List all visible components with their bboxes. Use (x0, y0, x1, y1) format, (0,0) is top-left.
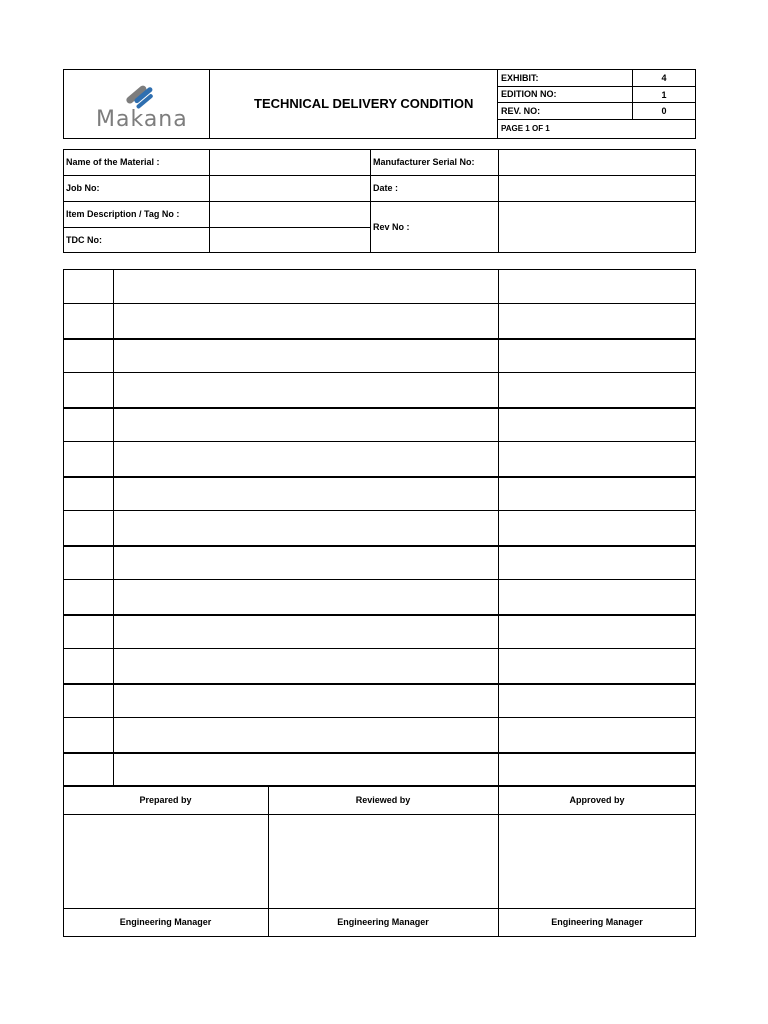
grid-row-line (63, 338, 696, 340)
info-row-line (63, 201, 696, 202)
info-row-line (63, 227, 370, 228)
grid-row-line (63, 648, 696, 649)
header-row-line (497, 102, 696, 103)
signature-row-line (63, 908, 696, 909)
rev-label: REV. NO: (501, 106, 541, 116)
signature-row-line (63, 814, 696, 815)
header-row-line (497, 86, 696, 87)
page-label: PAGE 1 OF 1 (501, 124, 550, 133)
signature-table (63, 786, 696, 937)
exhibit-value: 4 (661, 73, 667, 83)
date-label: Date : (373, 183, 399, 193)
signature-col-line (498, 786, 499, 937)
logo-wordmark: Makana (96, 107, 188, 132)
serial-label: Manufacturer Serial No: (373, 157, 475, 167)
grid-col-line (498, 269, 499, 786)
grid-row-line (63, 303, 696, 304)
grid-row-line (63, 372, 696, 373)
reviewed-role: Engineering Manager (337, 917, 429, 927)
reviewed-by-label: Reviewed by (355, 795, 411, 805)
logo-mark-icon (116, 75, 162, 111)
info-row-line (63, 175, 696, 176)
grid-row-line (63, 614, 696, 616)
rev-value: 0 (661, 106, 667, 116)
material-label: Name of the Material : (66, 157, 160, 167)
approved-role: Engineering Manager (551, 917, 643, 927)
tdc-label: TDC No: (66, 235, 102, 245)
header-divider-title (497, 69, 498, 139)
grid-row-line (63, 407, 696, 409)
rev-no-label: Rev No : (373, 222, 410, 232)
grid-row-line (63, 683, 696, 685)
grid-row-line (63, 476, 696, 478)
header-divider-logo (209, 69, 210, 139)
grid-col-line (113, 269, 114, 786)
grid-row-line (63, 579, 696, 580)
company-logo (90, 75, 190, 133)
grid-row-line (63, 752, 696, 754)
grid-row-line (63, 545, 696, 547)
grid-row-line (63, 441, 696, 442)
document-title: TECHNICAL DELIVERY CONDITION (254, 96, 474, 111)
grid-row-line (63, 510, 696, 511)
item-description-label: Item Description / Tag No : (66, 209, 180, 219)
prepared-by-label: Prepared by (139, 795, 192, 805)
main-grid (63, 269, 696, 786)
signature-col-line (268, 786, 269, 937)
edition-label: EDITION NO: (501, 89, 557, 99)
job-label: Job No: (66, 183, 100, 193)
approved-by-label: Approved by (569, 795, 625, 805)
exhibit-label: EXHIBIT: (501, 73, 539, 83)
header-row-line (497, 119, 696, 120)
prepared-role: Engineering Manager (119, 917, 212, 927)
grid-row-line (63, 717, 696, 718)
edition-value: 1 (661, 90, 667, 100)
